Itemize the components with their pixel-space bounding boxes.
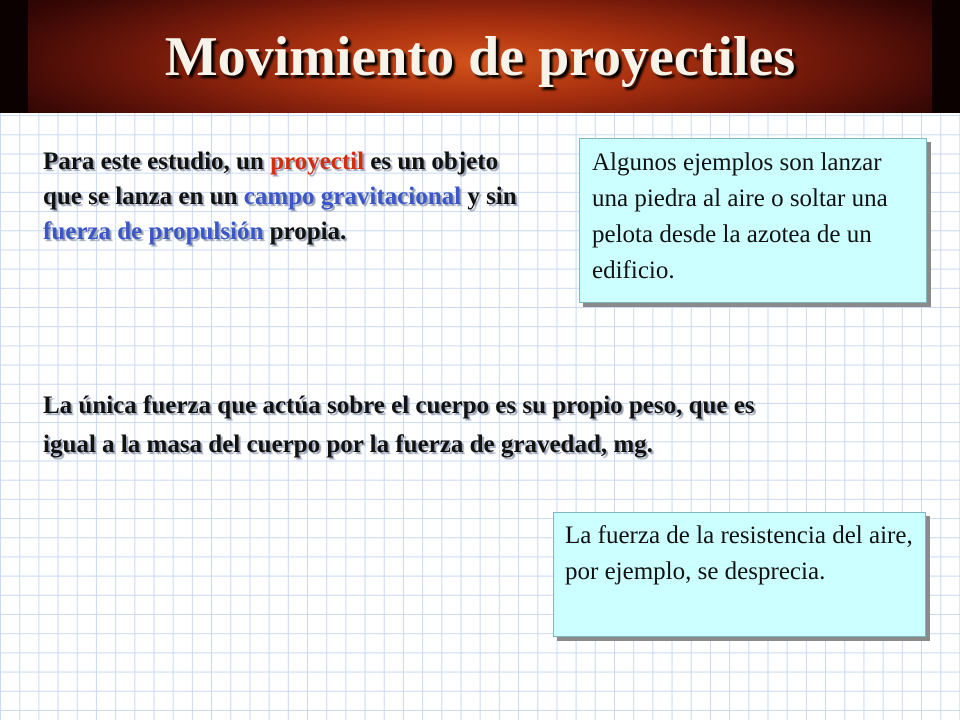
intro-text: propia.: [263, 218, 347, 245]
intro-text: Para este estudio, un: [43, 148, 271, 175]
intro-text: y sin: [461, 183, 517, 210]
term-campo-gravitacional: campo gravitacional: [243, 183, 462, 210]
air-resistance-callout: La fuerza de la resistencia del aire, por ejemplo, se desprecia.: [553, 512, 926, 637]
intro-paragraph: [43, 144, 543, 249]
slide-title: Movimiento de proyectiles: [164, 26, 796, 88]
examples-callout: Algunos ejemplos son lanzar una piedra al aire o soltar una pelota desde la azotea de un edificio.: [579, 138, 927, 303]
intro-text: es un objeto que se lanza en un: [43, 148, 499, 210]
term-fuerza-propulsion: fuerza de propulsión: [43, 218, 264, 245]
term-proyectil: proyectil: [270, 148, 365, 175]
title-banner: [0, 0, 960, 113]
weight-paragraph: La única fuerza que actúa sobre el cuerpo es su propio peso, que es igual a la masa del cuerpo por la fuerza de gravedad, mg.: [43, 392, 755, 458]
